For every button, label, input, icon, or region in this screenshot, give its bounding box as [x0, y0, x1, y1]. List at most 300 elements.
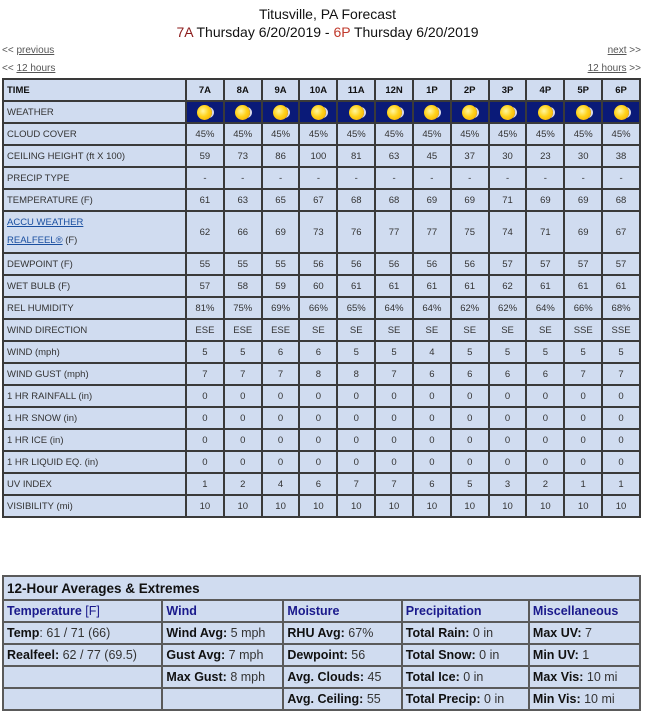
temperature-value: 69 [526, 189, 564, 211]
next12-arrows: >> [626, 63, 641, 74]
rel-humidity-value: 65% [337, 297, 375, 319]
row-dewpoint [3, 253, 640, 275]
dewpoint-value: 56 [299, 253, 337, 275]
next-12-hours-link[interactable]: 12 hours [587, 63, 627, 74]
temperature-header [3, 600, 162, 622]
wind-direction-value: SE [375, 319, 413, 341]
wind-stat-value: 5 mph [227, 626, 266, 640]
hour-header: 11A [337, 79, 375, 101]
weather-cell [413, 101, 451, 123]
weather-cell [224, 101, 262, 123]
row-label-wind-direction: WIND DIRECTION [3, 319, 186, 341]
wet-bulb-value: 61 [451, 275, 489, 297]
row-label-ice: 1 HR ICE (in) [3, 429, 186, 451]
row-label-visibility: VISIBILITY (mi) [3, 495, 186, 517]
temperature-value: 68 [337, 189, 375, 211]
time-header-row [3, 79, 640, 101]
temperature-value: 68 [375, 189, 413, 211]
wind-gust-value: 7 [602, 363, 640, 385]
rainfall-value: 0 [602, 385, 640, 407]
partly-sunny-icon [387, 105, 402, 120]
wind-header [162, 600, 283, 622]
row-cloud-cover [3, 123, 640, 145]
visibility-value: 10 [526, 495, 564, 517]
snow-value: 0 [375, 407, 413, 429]
page-title: Titusville, PA Forecast [259, 6, 396, 22]
snow-value: 0 [602, 407, 640, 429]
temperature-value: 61 [186, 189, 224, 211]
ice-value: 0 [224, 429, 262, 451]
precipitation-stat-value: 0 in [480, 692, 505, 706]
wind-header-text: Wind [166, 604, 197, 618]
wind-value: 4 [413, 341, 451, 363]
misc-summary-cell [529, 644, 640, 666]
wet-bulb-value: 61 [375, 275, 413, 297]
wind-gust-value: 6 [413, 363, 451, 385]
precip-type-value: - [564, 167, 602, 189]
visibility-value: 10 [224, 495, 262, 517]
dewpoint-value: 56 [413, 253, 451, 275]
wind-gust-value: 7 [224, 363, 262, 385]
row-wet-bulb [3, 275, 640, 297]
wet-bulb-value: 59 [262, 275, 300, 297]
partly-sunny-icon [235, 105, 250, 120]
cloud-cover-value: 45% [489, 123, 527, 145]
wind-gust-value: 8 [337, 363, 375, 385]
row-label-wind-gust: WIND GUST (mph) [3, 363, 186, 385]
partly-sunny-icon [500, 105, 515, 120]
weather-cell [262, 101, 300, 123]
forecast-range [0, 23, 655, 41]
temperature-stat-label: Realfeel: [7, 648, 60, 662]
wind-summary-cell [162, 644, 283, 666]
realfeel-link[interactable]: REALFEEL® [7, 235, 63, 246]
rel-humidity-value: 66% [564, 297, 602, 319]
rainfall-value: 0 [413, 385, 451, 407]
precipitation-stat-label: Total Rain: [405, 626, 470, 640]
realfeel-value: 77 [375, 211, 413, 253]
precipitation-stat-label: Total Snow: [405, 648, 476, 662]
uv-index-value: 3 [489, 473, 527, 495]
snow-value: 0 [186, 407, 224, 429]
row-uv-index [3, 473, 640, 495]
dewpoint-value: 55 [262, 253, 300, 275]
cloud-cover-value: 45% [299, 123, 337, 145]
partly-sunny-icon [273, 105, 288, 120]
temperature-stat-value: : 61 / 71 (66) [39, 626, 111, 640]
wet-bulb-value: 61 [413, 275, 451, 297]
partly-sunny-icon [349, 105, 364, 120]
realfeel-value: 77 [413, 211, 451, 253]
cloud-cover-value: 45% [375, 123, 413, 145]
wind-direction-value: ESE [224, 319, 262, 341]
rel-humidity-value: 69% [262, 297, 300, 319]
temperature-stat-label: Temp [7, 626, 40, 640]
wind-summary-cell [162, 666, 283, 688]
realfeel-value: 67 [602, 211, 640, 253]
moisture-stat-value: 67% [344, 626, 374, 640]
ceiling-value: 81 [337, 145, 375, 167]
rel-humidity-value: 62% [451, 297, 489, 319]
ceiling-value: 30 [564, 145, 602, 167]
dewpoint-value: 56 [337, 253, 375, 275]
precip-type-value: - [526, 167, 564, 189]
wind-value: 5 [602, 341, 640, 363]
row-rel-humidity [3, 297, 640, 319]
rel-humidity-value: 64% [375, 297, 413, 319]
row-label-rainfall: 1 HR RAINFALL (in) [3, 385, 186, 407]
rainfall-value: 0 [337, 385, 375, 407]
wind-gust-value: 6 [489, 363, 527, 385]
uv-index-value: 1 [186, 473, 224, 495]
realfeel-value: 76 [337, 211, 375, 253]
cloud-cover-value: 45% [186, 123, 224, 145]
uv-index-value: 2 [224, 473, 262, 495]
row-label-liquid-eq: 1 HR LIQUID EQ. (in) [3, 451, 186, 473]
precip-type-value: - [186, 167, 224, 189]
snow-value: 0 [564, 407, 602, 429]
visibility-value: 10 [451, 495, 489, 517]
ice-value: 0 [489, 429, 527, 451]
liquid-eq-value: 0 [413, 451, 451, 473]
wind-value: 6 [262, 341, 300, 363]
row-label-wet-bulb: WET BULB (F) [3, 275, 186, 297]
weather-cell [564, 101, 602, 123]
end-hour: 6P [333, 24, 351, 40]
precip-type-value: - [299, 167, 337, 189]
wind-summary-cell [162, 622, 283, 644]
cloud-cover-value: 45% [413, 123, 451, 145]
wind-direction-value: SE [299, 319, 337, 341]
cloud-cover-value: 45% [564, 123, 602, 145]
dewpoint-value: 57 [489, 253, 527, 275]
realfeel-value: 73 [299, 211, 337, 253]
realfeel-value: 62 [186, 211, 224, 253]
weather-cell [451, 101, 489, 123]
ceiling-value: 30 [489, 145, 527, 167]
precip-type-value: - [337, 167, 375, 189]
start-date: Thursday 6/20/2019 - [192, 24, 334, 40]
rel-humidity-value: 75% [224, 297, 262, 319]
precipitation-summary-cell [402, 644, 529, 666]
uv-index-value: 5 [451, 473, 489, 495]
wind-direction-value: SE [337, 319, 375, 341]
wind-value: 5 [526, 341, 564, 363]
temperature-value: 67 [299, 189, 337, 211]
precip-type-value: - [375, 167, 413, 189]
moisture-summary-cell [283, 688, 401, 710]
precip-type-value: - [413, 167, 451, 189]
hour-header: 6P [602, 79, 640, 101]
liquid-eq-value: 0 [375, 451, 413, 473]
wind-stat-label: Gust Avg: [166, 648, 226, 662]
temperature-value: 68 [602, 189, 640, 211]
misc-stat-value: 10 mi [580, 692, 615, 706]
weather-cell [602, 101, 640, 123]
temperature-value: 71 [489, 189, 527, 211]
moisture-stat-value: 56 [347, 648, 366, 662]
visibility-value: 10 [602, 495, 640, 517]
hourly-forecast-table [2, 78, 641, 518]
hour-header: 4P [526, 79, 564, 101]
wind-gust-value: 7 [186, 363, 224, 385]
misc-header-text: Miscellaneous [532, 604, 619, 618]
visibility-value: 10 [564, 495, 602, 517]
ice-value: 0 [375, 429, 413, 451]
ice-value: 0 [564, 429, 602, 451]
liquid-eq-value: 0 [489, 451, 527, 473]
partly-sunny-icon [576, 105, 591, 120]
cloud-cover-value: 45% [262, 123, 300, 145]
wind-value: 6 [299, 341, 337, 363]
snow-value: 0 [337, 407, 375, 429]
misc-stat-value: 7 [581, 626, 592, 640]
wind-stat-value: 7 mph [225, 648, 264, 662]
rainfall-value: 0 [526, 385, 564, 407]
rel-humidity-value: 64% [526, 297, 564, 319]
ceiling-value: 38 [602, 145, 640, 167]
row-label-dewpoint: DEWPOINT (F) [3, 253, 186, 275]
dewpoint-value: 56 [375, 253, 413, 275]
wind-value: 5 [489, 341, 527, 363]
row-precip-type [3, 167, 640, 189]
wind-value: 5 [564, 341, 602, 363]
ice-value: 0 [413, 429, 451, 451]
realfeel-value: 75 [451, 211, 489, 253]
wind-value: 5 [186, 341, 224, 363]
liquid-eq-value: 0 [564, 451, 602, 473]
ice-value: 0 [337, 429, 375, 451]
liquid-eq-value: 0 [262, 451, 300, 473]
misc-summary-cell [529, 622, 640, 644]
precip-type-value: - [489, 167, 527, 189]
row-snow [3, 407, 640, 429]
snow-value: 0 [489, 407, 527, 429]
wet-bulb-value: 61 [564, 275, 602, 297]
hour-header: 1P [413, 79, 451, 101]
rainfall-value: 0 [564, 385, 602, 407]
uv-index-value: 1 [602, 473, 640, 495]
weather-cell [186, 101, 224, 123]
previous-link[interactable]: previous [16, 45, 55, 56]
ice-value: 0 [299, 429, 337, 451]
uv-index-value: 6 [413, 473, 451, 495]
row-wind-direction [3, 319, 640, 341]
partly-sunny-icon [424, 105, 439, 120]
cloud-cover-value: 45% [337, 123, 375, 145]
ice-value: 0 [451, 429, 489, 451]
accuweather-link[interactable]: ACCU WEATHER [7, 217, 84, 228]
rainfall-value: 0 [451, 385, 489, 407]
hour-header: 9A [262, 79, 300, 101]
dewpoint-value: 56 [451, 253, 489, 275]
uv-index-value: 4 [262, 473, 300, 495]
start-hour: 7A [176, 24, 193, 40]
temperature-header-text: Temperature [7, 604, 86, 618]
precipitation-stat-value: 0 in [459, 670, 484, 684]
wind-stat-label: Max Gust: [166, 670, 227, 684]
row-label-precip-type: PRECIP TYPE [3, 167, 186, 189]
misc-stat-label: Max UV: [532, 626, 582, 640]
row-visibility [3, 495, 640, 517]
row-label-time: TIME [3, 79, 186, 101]
weather-cell [489, 101, 527, 123]
wind-gust-value: 8 [299, 363, 337, 385]
uv-index-value: 7 [337, 473, 375, 495]
moisture-stat-label: Avg. Ceiling: [287, 692, 364, 706]
temperature-value: 65 [262, 189, 300, 211]
liquid-eq-value: 0 [299, 451, 337, 473]
previous-12-hours-link[interactable]: 12 hours [16, 63, 56, 74]
row-label-ceiling: CEILING HEIGHT (ft X 100) [3, 145, 186, 167]
cloud-cover-value: 45% [451, 123, 489, 145]
ceiling-value: 45 [413, 145, 451, 167]
wind-direction-value: ESE [262, 319, 300, 341]
uv-index-value: 2 [526, 473, 564, 495]
wind-direction-value: SE [413, 319, 451, 341]
weather-cell [375, 101, 413, 123]
temperature-summary-cell [3, 622, 162, 644]
misc-stat-label: Min Vis: [532, 692, 581, 706]
next-arrows: >> [626, 45, 641, 56]
precipitation-stat-label: Total Precip: [405, 692, 481, 706]
summary-table [2, 575, 641, 711]
wind-gust-value: 7 [262, 363, 300, 385]
ceiling-value: 86 [262, 145, 300, 167]
liquid-eq-value: 0 [337, 451, 375, 473]
partly-sunny-icon [614, 105, 629, 120]
wind-value: 5 [451, 341, 489, 363]
realfeel-value: 69 [262, 211, 300, 253]
rel-humidity-value: 64% [413, 297, 451, 319]
row-label-rel-humidity: REL HUMIDITY [3, 297, 186, 319]
precipitation-summary-cell [402, 666, 529, 688]
hour-header: 2P [451, 79, 489, 101]
visibility-value: 10 [413, 495, 451, 517]
temperature-value: 69 [413, 189, 451, 211]
temperature-stat-value: 62 / 77 (69.5) [59, 648, 137, 662]
cloud-cover-value: 45% [526, 123, 564, 145]
row-liquid-eq [3, 451, 640, 473]
cloud-cover-value: 45% [602, 123, 640, 145]
liquid-eq-value: 0 [602, 451, 640, 473]
wind-direction-value: SE [526, 319, 564, 341]
partly-sunny-icon [311, 105, 326, 120]
row-label-uv-index: UV INDEX [3, 473, 186, 495]
moisture-header-text: Moisture [287, 604, 340, 618]
rainfall-value: 0 [262, 385, 300, 407]
rel-humidity-value: 81% [186, 297, 224, 319]
precip-type-value: - [602, 167, 640, 189]
rel-humidity-value: 68% [602, 297, 640, 319]
visibility-value: 10 [489, 495, 527, 517]
moisture-summary-cell [283, 644, 401, 666]
rainfall-value: 0 [489, 385, 527, 407]
precip-type-value: - [451, 167, 489, 189]
moisture-stat-label: Dewpoint: [287, 648, 348, 662]
row-ice [3, 429, 640, 451]
visibility-value: 10 [186, 495, 224, 517]
misc-header [529, 600, 640, 622]
row-label-cloud-cover: CLOUD COVER [3, 123, 186, 145]
hour-header: 3P [489, 79, 527, 101]
snow-value: 0 [451, 407, 489, 429]
cloud-cover-value: 45% [224, 123, 262, 145]
precipitation-stat-value: 0 in [475, 648, 500, 662]
wind-gust-value: 7 [375, 363, 413, 385]
liquid-eq-value: 0 [186, 451, 224, 473]
wet-bulb-value: 62 [489, 275, 527, 297]
visibility-value: 10 [262, 495, 300, 517]
visibility-value: 10 [299, 495, 337, 517]
temperature-value: 63 [224, 189, 262, 211]
wind-value: 5 [224, 341, 262, 363]
dewpoint-value: 55 [224, 253, 262, 275]
ice-value: 0 [262, 429, 300, 451]
moisture-stat-value: 45 [364, 670, 382, 684]
precip-type-value: - [224, 167, 262, 189]
moisture-summary-cell [283, 666, 401, 688]
ice-value: 0 [526, 429, 564, 451]
summary-caption: 12-Hour Averages & Extremes [3, 576, 640, 600]
wind-gust-value: 6 [451, 363, 489, 385]
realfeel-value: 74 [489, 211, 527, 253]
precipitation-header [402, 600, 529, 622]
temperature-summary-cell [3, 666, 162, 688]
moisture-stat-label: RHU Avg: [287, 626, 345, 640]
row-label-snow: 1 HR SNOW (in) [3, 407, 186, 429]
uv-index-value: 1 [564, 473, 602, 495]
snow-value: 0 [299, 407, 337, 429]
hour-header: 7A [186, 79, 224, 101]
weather-cell [337, 101, 375, 123]
temperature-unit: [F] [85, 604, 100, 618]
temperature-summary-cell [3, 688, 162, 710]
row-wind [3, 341, 640, 363]
realfeel-value: 66 [224, 211, 262, 253]
row-label-wind: WIND (mph) [3, 341, 186, 363]
rainfall-value: 0 [299, 385, 337, 407]
partly-sunny-icon [538, 105, 553, 120]
wet-bulb-value: 60 [299, 275, 337, 297]
liquid-eq-value: 0 [224, 451, 262, 473]
moisture-header [283, 600, 401, 622]
snow-value: 0 [413, 407, 451, 429]
rainfall-value: 0 [375, 385, 413, 407]
wet-bulb-value: 58 [224, 275, 262, 297]
snow-value: 0 [224, 407, 262, 429]
misc-stat-label: Max Vis: [532, 670, 584, 684]
dewpoint-value: 57 [526, 253, 564, 275]
snow-value: 0 [262, 407, 300, 429]
row-rainfall [3, 385, 640, 407]
misc-summary-cell [529, 688, 640, 710]
hour-header: 8A [224, 79, 262, 101]
wind-direction-value: ESE [186, 319, 224, 341]
misc-stat-label: Min UV: [532, 648, 579, 662]
rainfall-value: 0 [224, 385, 262, 407]
row-label-weather: WEATHER [3, 101, 186, 123]
ceiling-value: 63 [375, 145, 413, 167]
wet-bulb-value: 57 [186, 275, 224, 297]
next-link[interactable]: next [607, 45, 627, 56]
moisture-summary-cell [283, 622, 401, 644]
hour-header: 10A [299, 79, 337, 101]
partly-sunny-icon [462, 105, 477, 120]
misc-stat-value: 1 [578, 648, 590, 662]
wind-gust-value: 7 [564, 363, 602, 385]
wet-bulb-value: 61 [337, 275, 375, 297]
